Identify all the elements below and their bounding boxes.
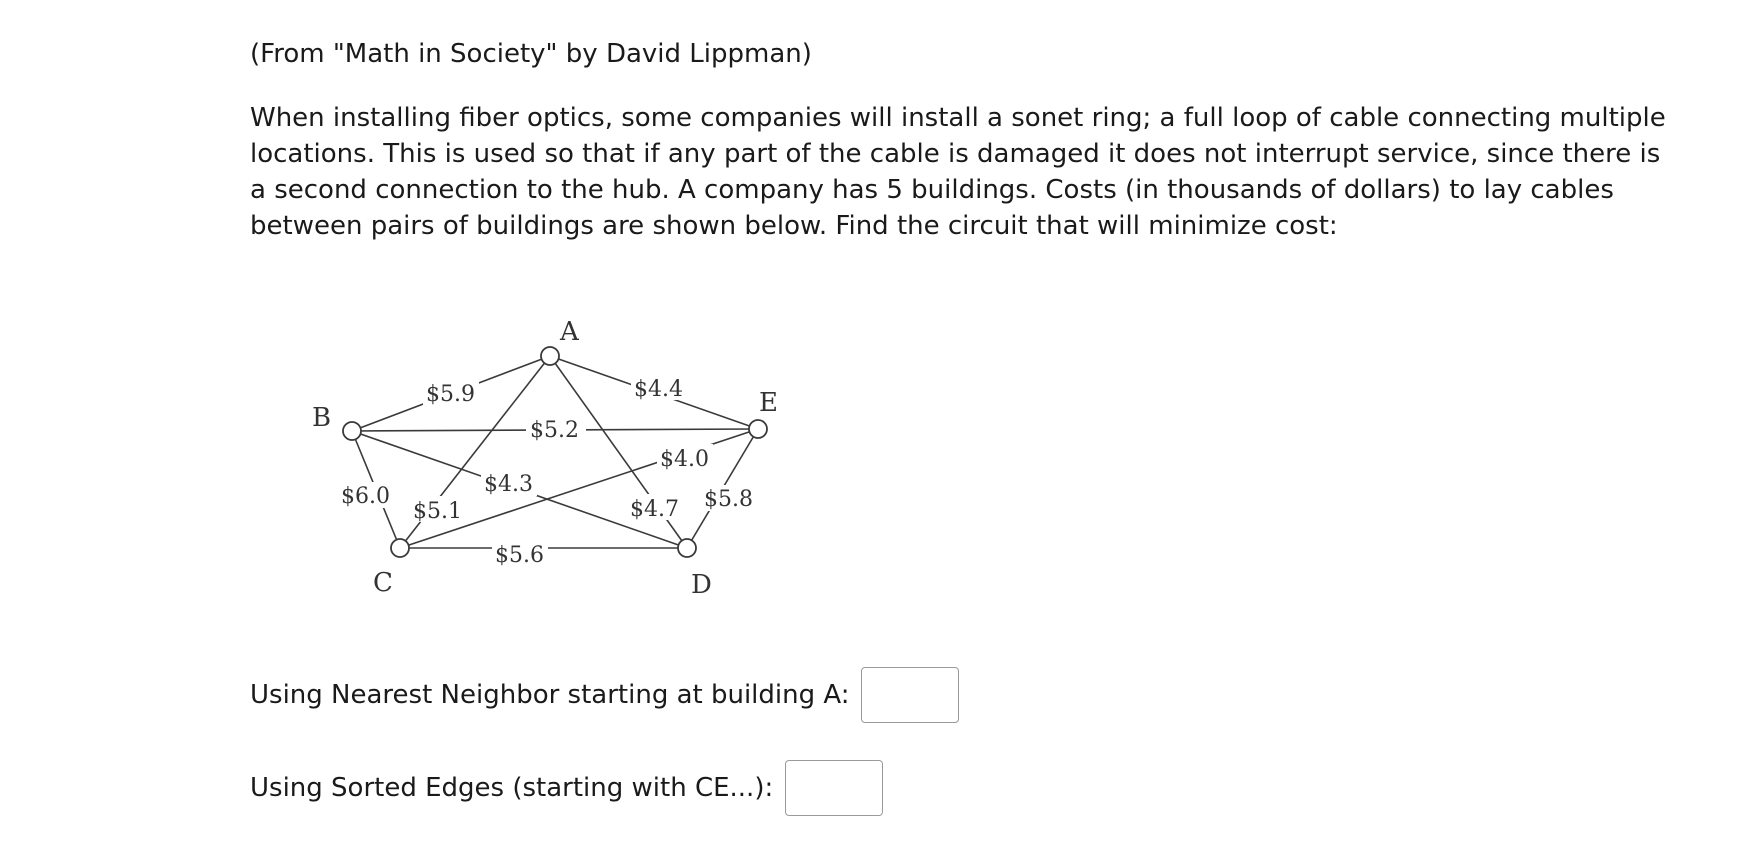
edge-label-b-c: $6.0 xyxy=(341,484,390,509)
node-d xyxy=(678,539,696,557)
edge-label-c-d: $5.6 xyxy=(495,543,544,568)
sorted-edges-label: Using Sorted Edges (starting with CE...): xyxy=(250,773,774,803)
edge-label-d-e: $5.8 xyxy=(704,487,753,512)
edge-label-a-c: $5.1 xyxy=(413,499,462,524)
node-label-c: C xyxy=(373,568,393,598)
sorted-edges-answer-input[interactable] xyxy=(785,760,883,816)
node-c xyxy=(391,539,409,557)
nearest-neighbor-answer-input[interactable] xyxy=(861,667,959,723)
edge-label-a-d: $4.7 xyxy=(630,497,679,522)
node-label-b: B xyxy=(312,403,332,433)
node-b xyxy=(343,422,361,440)
edge-label-a-b: $5.9 xyxy=(426,382,475,407)
node-a xyxy=(541,347,559,365)
node-label-d: D xyxy=(691,570,712,600)
nearest-neighbor-label: Using Nearest Neighbor starting at building A: xyxy=(250,680,850,710)
nearest-neighbor-question xyxy=(250,667,959,723)
edge-label-b-d: $4.3 xyxy=(484,472,533,497)
sorted-edges-question xyxy=(250,760,883,816)
node-label-e: E xyxy=(759,388,778,418)
edge-label-c-e: $4.0 xyxy=(660,447,709,472)
source-citation: (From "Math in Society" by David Lippman) xyxy=(250,39,812,69)
node-label-a: A xyxy=(560,317,579,347)
edge-label-a-e: $4.4 xyxy=(634,377,683,402)
node-e xyxy=(749,420,767,438)
edge-label-b-e: $5.2 xyxy=(530,418,579,443)
problem-statement: When installing fiber optics, some companies will install a sonet ring; a full loop of cable connecting multiple locations. This is used so that if any part of the cable is damaged it does not interrupt service, since there is a second connection to the hub. A company has 5 buildings. Costs (in thousands of dollars) to lay cables between pairs of buildings are shown below. Find the circuit that will minimize cost: xyxy=(250,103,1666,241)
